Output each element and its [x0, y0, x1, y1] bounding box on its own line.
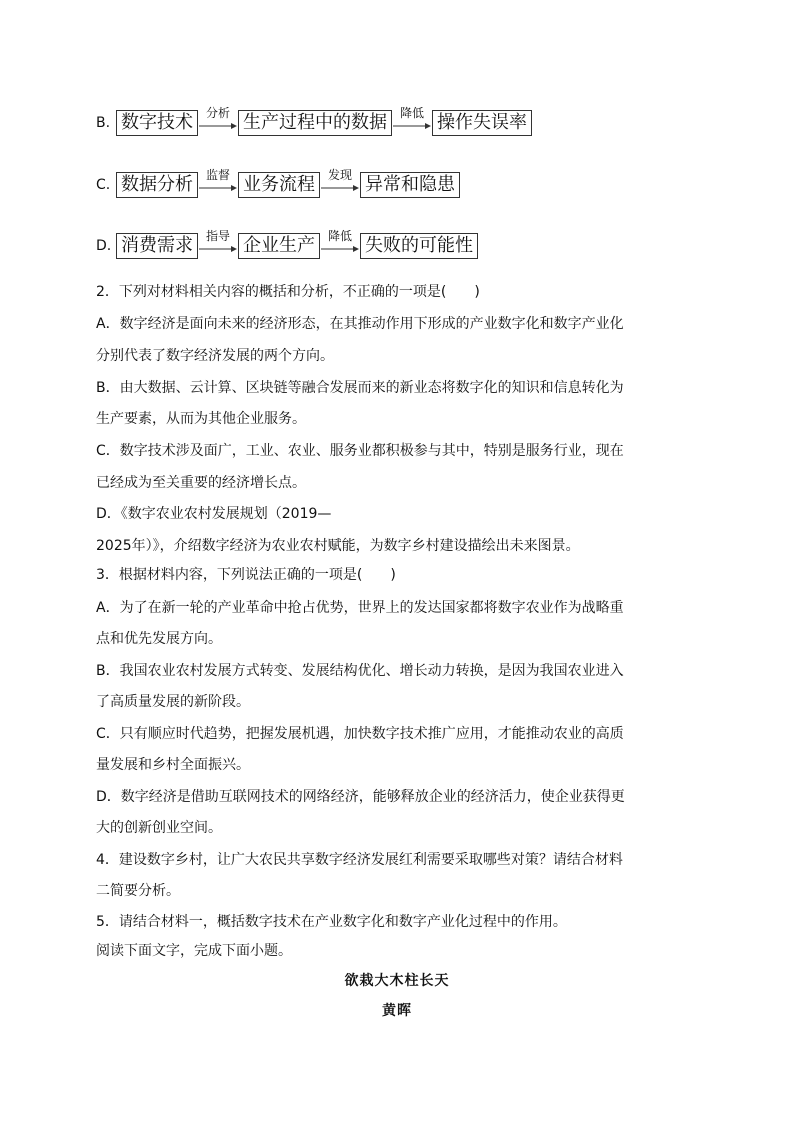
flow-arrow [393, 106, 431, 136]
arrow-right-icon [321, 184, 359, 192]
text-line: 了高质量发展的新阶段。 [96, 694, 250, 710]
flow-box: 数据分析 [116, 172, 198, 198]
text-line: C．数字技术涉及面广，工业、农业、服务业都积极参与其中，特别是服务行业，现在 [96, 443, 624, 459]
text-line: 已经成为至关重要的经济增长点。 [96, 475, 306, 491]
arrow-label: 降低 [327, 229, 352, 243]
text-line: A．数字经济是面向未来的经济形态，在其推动作用下形成的产业数字化和数字产业化 [96, 316, 624, 332]
question-5-stem: 5．请结合材料一，概括数字技术在产业数字化和数字产业化过程中的作用。 [96, 914, 567, 930]
flow-box: 生产过程中的数据 [238, 110, 392, 136]
flow-box: 操作失误率 [432, 110, 532, 136]
text-line: C．只有顺应时代趋势，把握发展机遇，加快数字技术推广应用，才能推动农业的高质 [96, 726, 624, 742]
text-line: D．《数字农业农村发展规划（2019— [96, 506, 332, 522]
text-line: 2025年）》，介绍数字经济为农业农村赋能，为数字乡村建设描绘出未来图景。 [96, 538, 580, 554]
flow-box: 异常和隐患 [360, 172, 460, 198]
arrow-label: 发现 [327, 168, 352, 182]
arrow-right-icon [199, 122, 237, 130]
arrow-label: 分析 [205, 106, 230, 120]
flow-box: 数字技术 [116, 110, 198, 136]
flow-arrow [199, 106, 237, 136]
arrow-label: 降低 [399, 106, 424, 120]
option-letter: B. [96, 115, 111, 131]
text-line: 生产要素，从而为其他企业服务。 [96, 411, 306, 427]
text-line: 点和优先发展方向。 [96, 631, 222, 647]
flow-box: 业务流程 [238, 172, 320, 198]
question-4-stem: 4．建设数字乡村，让广大农民共享数字经济发展红利需要采取哪些对策？请结合材料 [96, 852, 623, 868]
question-3-stem: 3．根据材料内容，下列说法正确的一项是( ) [96, 567, 396, 583]
arrow-right-icon [321, 245, 359, 253]
flow-box: 失败的可能性 [360, 233, 478, 259]
option-letter: C. [96, 177, 111, 193]
arrow-label: 指导 [205, 229, 230, 243]
flow-option-c [96, 170, 460, 200]
text-line: 分别代表了数字经济发展的两个方向。 [96, 348, 334, 364]
flow-arrow [321, 168, 359, 198]
text-line: 大的创新创业空间。 [96, 820, 222, 836]
option-letter: D. [96, 238, 112, 254]
text-line: B．由大数据、云计算、区块链等融合发展而来的新业态将数字化的知识和信息转化为 [96, 380, 624, 396]
flow-option-d [96, 231, 478, 261]
text-line: A．为了在新一轮的产业革命中抢占优势，世界上的发达国家都将数字农业作为战略重 [96, 600, 624, 616]
arrow-label: 监督 [205, 168, 230, 182]
article-title: 欲栽大木柱长天 [344, 973, 450, 989]
text-line: D．数字经济是借助互联网技术的网络经济，能够释放企业的经济活力，使企业获得更 [96, 789, 625, 805]
text-line: 二简要分析。 [96, 883, 180, 899]
flow-box: 企业生产 [238, 233, 320, 259]
text-line: B．我国农业农村发展方式转变、发展结构优化、增长动力转换，是因为我国农业进入 [96, 663, 624, 679]
reading-instruction: 阅读下面文字，完成下面小题。 [96, 943, 292, 959]
flow-arrow [321, 229, 359, 259]
question-2-stem: 2．下列对材料相关内容的概括和分析，不正确的一项是( ) [96, 284, 480, 300]
arrow-right-icon [393, 122, 431, 130]
text-line: 量发展和乡村全面振兴。 [96, 757, 250, 773]
flow-arrow [199, 168, 237, 198]
arrow-right-icon [199, 245, 237, 253]
flow-box: 消费需求 [116, 233, 198, 259]
flow-option-b [96, 108, 532, 138]
article-author: 黄晖 [382, 1003, 412, 1019]
flow-arrow [199, 229, 237, 259]
arrow-right-icon [199, 184, 237, 192]
